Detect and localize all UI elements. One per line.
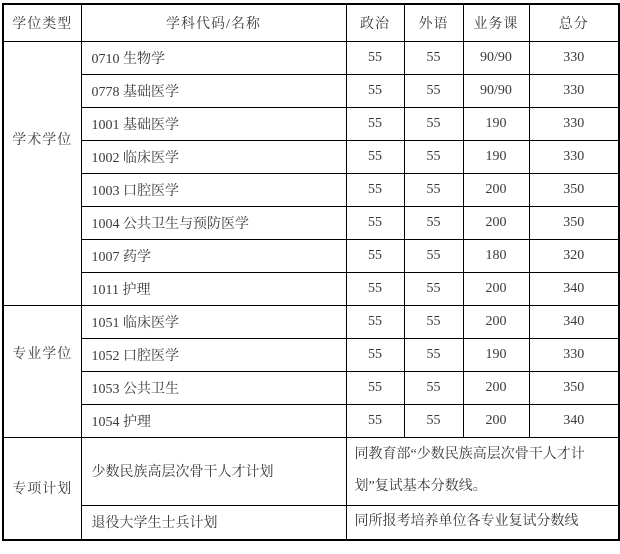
major-score-cell: 200 [463, 371, 529, 404]
politics-score-cell: 55 [346, 371, 404, 404]
total-score-cell: 350 [529, 206, 619, 239]
total-score-cell: 350 [529, 173, 619, 206]
group-label-special-plan: 专项计划 [3, 437, 81, 540]
major-score-cell: 90/90 [463, 41, 529, 74]
total-score-cell: 330 [529, 140, 619, 173]
table-row [3, 305, 619, 338]
foreign-score-cell: 55 [404, 404, 463, 437]
table-row [3, 338, 619, 371]
note-cell: 同教育部“少数民族高层次骨干人才计划”复试基本分数线。 [346, 437, 619, 505]
foreign-score-cell: 55 [404, 206, 463, 239]
foreign-score-cell: 55 [404, 272, 463, 305]
table-row [3, 173, 619, 206]
politics-score-cell: 55 [346, 305, 404, 338]
foreign-score-cell: 55 [404, 41, 463, 74]
politics-score-cell: 55 [346, 206, 404, 239]
major-score-cell: 200 [463, 173, 529, 206]
foreign-score-cell: 55 [404, 74, 463, 107]
politics-score-cell: 55 [346, 173, 404, 206]
table-row [3, 74, 619, 107]
politics-score-cell: 55 [346, 74, 404, 107]
major-score-cell: 190 [463, 338, 529, 371]
total-score-cell: 340 [529, 272, 619, 305]
subject-code-name-cell: 1003 口腔医学 [81, 173, 346, 206]
total-score-cell: 330 [529, 74, 619, 107]
foreign-score-cell: 55 [404, 371, 463, 404]
major-score-cell: 90/90 [463, 74, 529, 107]
column-header-politics: 政治 [346, 4, 404, 41]
total-score-cell: 350 [529, 371, 619, 404]
foreign-score-cell: 55 [404, 107, 463, 140]
group-label-professional-degree: 专业学位 [3, 305, 81, 437]
table-row [3, 107, 619, 140]
table-row [3, 404, 619, 437]
major-score-cell: 200 [463, 404, 529, 437]
foreign-score-cell: 55 [404, 140, 463, 173]
admission-score-table [2, 3, 620, 541]
subject-code-name-cell: 退役大学生士兵计划 [81, 505, 346, 540]
foreign-score-cell: 55 [404, 173, 463, 206]
table-row [3, 206, 619, 239]
foreign-score-cell: 55 [404, 239, 463, 272]
politics-score-cell: 55 [346, 272, 404, 305]
note-cell: 同所报考培养单位各专业复试分数线 [346, 505, 619, 540]
subject-code-name-cell: 1053 公共卫生 [81, 371, 346, 404]
subject-code-name-cell: 1002 临床医学 [81, 140, 346, 173]
major-score-cell: 180 [463, 239, 529, 272]
politics-score-cell: 55 [346, 140, 404, 173]
subject-code-name-cell: 少数民族高层次骨干人才计划 [81, 437, 346, 505]
table-row [3, 437, 619, 505]
total-score-cell: 330 [529, 41, 619, 74]
subject-code-name-cell: 1052 口腔医学 [81, 338, 346, 371]
subject-code-name-cell: 1004 公共卫生与预防医学 [81, 206, 346, 239]
foreign-score-cell: 55 [404, 338, 463, 371]
total-score-cell: 330 [529, 107, 619, 140]
subject-code-name-cell: 1051 临床医学 [81, 305, 346, 338]
column-header-foreign-language: 外语 [404, 4, 463, 41]
total-score-cell: 330 [529, 338, 619, 371]
group-label-academic-degree: 学术学位 [3, 41, 81, 305]
table-body [3, 41, 619, 540]
column-header-major-course: 业务课 [463, 4, 529, 41]
column-header-degree-type: 学位类型 [3, 4, 81, 41]
politics-score-cell: 55 [346, 239, 404, 272]
politics-score-cell: 55 [346, 338, 404, 371]
table-row [3, 41, 619, 74]
subject-code-name-cell: 0778 基础医学 [81, 74, 346, 107]
foreign-score-cell: 55 [404, 305, 463, 338]
table-row [3, 272, 619, 305]
major-score-cell: 200 [463, 272, 529, 305]
subject-code-name-cell: 1011 护理 [81, 272, 346, 305]
politics-score-cell: 55 [346, 41, 404, 74]
table-row [3, 505, 619, 540]
header-row [3, 4, 619, 41]
major-score-cell: 190 [463, 140, 529, 173]
table-row [3, 239, 619, 272]
subject-code-name-cell: 1054 护理 [81, 404, 346, 437]
subject-code-name-cell: 1007 药学 [81, 239, 346, 272]
table-row [3, 371, 619, 404]
politics-score-cell: 55 [346, 404, 404, 437]
major-score-cell: 200 [463, 305, 529, 338]
table-row [3, 140, 619, 173]
total-score-cell: 340 [529, 305, 619, 338]
total-score-cell: 340 [529, 404, 619, 437]
subject-code-name-cell: 1001 基础医学 [81, 107, 346, 140]
subject-code-name-cell: 0710 生物学 [81, 41, 346, 74]
table-header [3, 4, 619, 41]
politics-score-cell: 55 [346, 107, 404, 140]
total-score-cell: 320 [529, 239, 619, 272]
major-score-cell: 190 [463, 107, 529, 140]
major-score-cell: 200 [463, 206, 529, 239]
column-header-total-score: 总分 [529, 4, 619, 41]
column-header-subject-code-name: 学科代码/名称 [81, 4, 346, 41]
